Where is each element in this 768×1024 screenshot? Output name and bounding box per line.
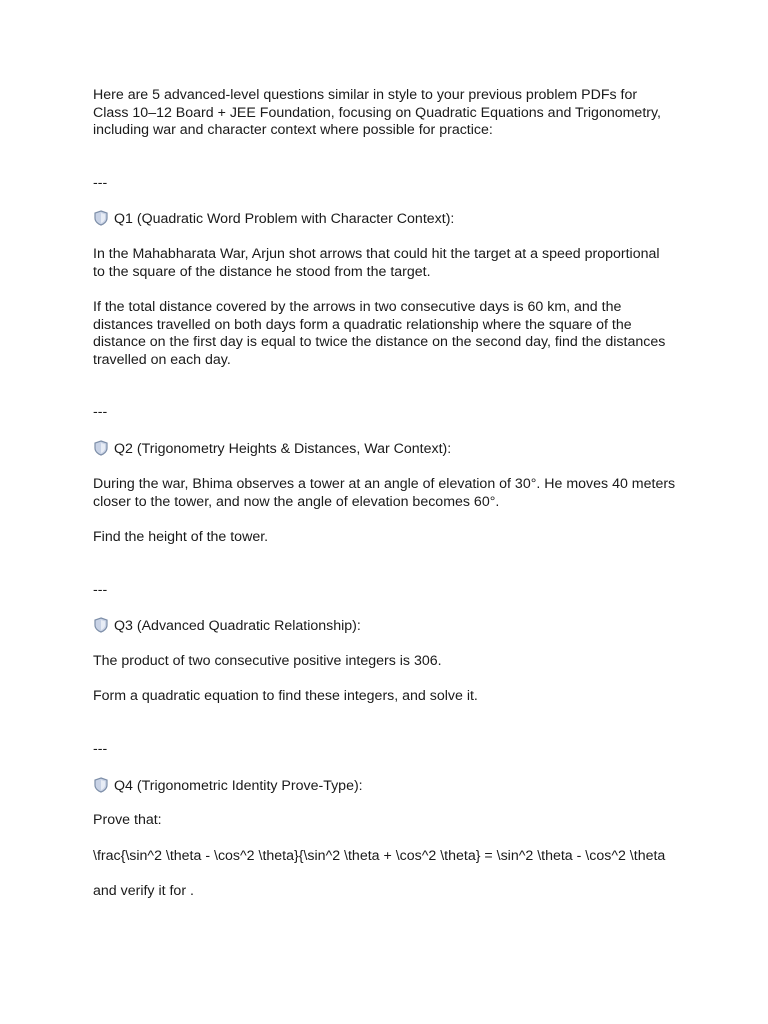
shield-icon [93,617,109,633]
q2-para1-line-2: closer to the tower, and now the angle of elevation becomes 60°. [93,493,500,510]
q4-heading: Q4 (Trigonometric Identity Prove-Type): [114,777,363,794]
q4-para1-line-1: Prove that: [93,812,162,828]
q1-para2-line-2: distances travelled on both days form a quadratic relationship where the square of the [93,316,632,333]
shield-icon [93,210,109,226]
q1-para2-line-4: travelled on each day. [93,351,231,368]
q1-para1-line-2: to the square of the distance he stood from the target. [93,263,431,280]
q3-para1-line-1: The product of two consecutive positive integers is 306. [93,652,442,669]
q2-para2-line-1: Find the height of the tower. [93,528,269,545]
q1-heading: Q1 (Quadratic Word Problem with Character Context): [114,211,455,227]
q4-heading-row [93,777,693,796]
q2-heading: Q2 (Trigonometry Heights & Distances, War Context): [114,441,452,457]
intro-line-1: Here are 5 advanced-level questions similar in style to your previous problem PDFs for [93,87,638,103]
separator: --- [93,175,108,191]
shield-icon [93,777,109,793]
q2-para1-line-1: During the war, Bhima observes a tower at an angle of elevation of 30°. He moves 40 meters [93,476,676,492]
q1-heading-row [93,210,693,229]
q3-para2-line-1: Form a quadratic equation to find these integers, and solve it. [93,688,478,704]
shield-icon [93,440,109,456]
q4-para3-line-1: and verify it for . [93,883,194,899]
q2-heading-row [93,440,693,459]
separator: --- [93,741,108,757]
q1-para1-line-1: In the Mahabharata War, Arjun shot arrows that could hit the target at a speed proportional [93,246,660,262]
q3-heading-row [93,617,693,636]
q3-heading: Q3 (Advanced Quadratic Relationship): [114,618,361,634]
q4-formula: \frac{\sin^2 \theta - \cos^2 \theta}{\sin^2 \theta + \cos^2 \theta} = \sin^2 \theta - \cos^2 \theta [93,847,666,864]
q1-para2-line-3: distance on the first day is equal to twice the distance on the second day, find the distances [93,334,666,350]
separator: --- [93,582,108,598]
separator: --- [93,404,108,420]
q1-para2-line-1: If the total distance covered by the arrows in two consecutive days is 60 km, and the [93,299,622,315]
intro-line-2: Class 10–12 Board + JEE Foundation, focusing on Quadratic Equations and Trigonometry, [93,104,661,121]
intro-line-3: including war and character context where possible for practice: [93,122,493,138]
